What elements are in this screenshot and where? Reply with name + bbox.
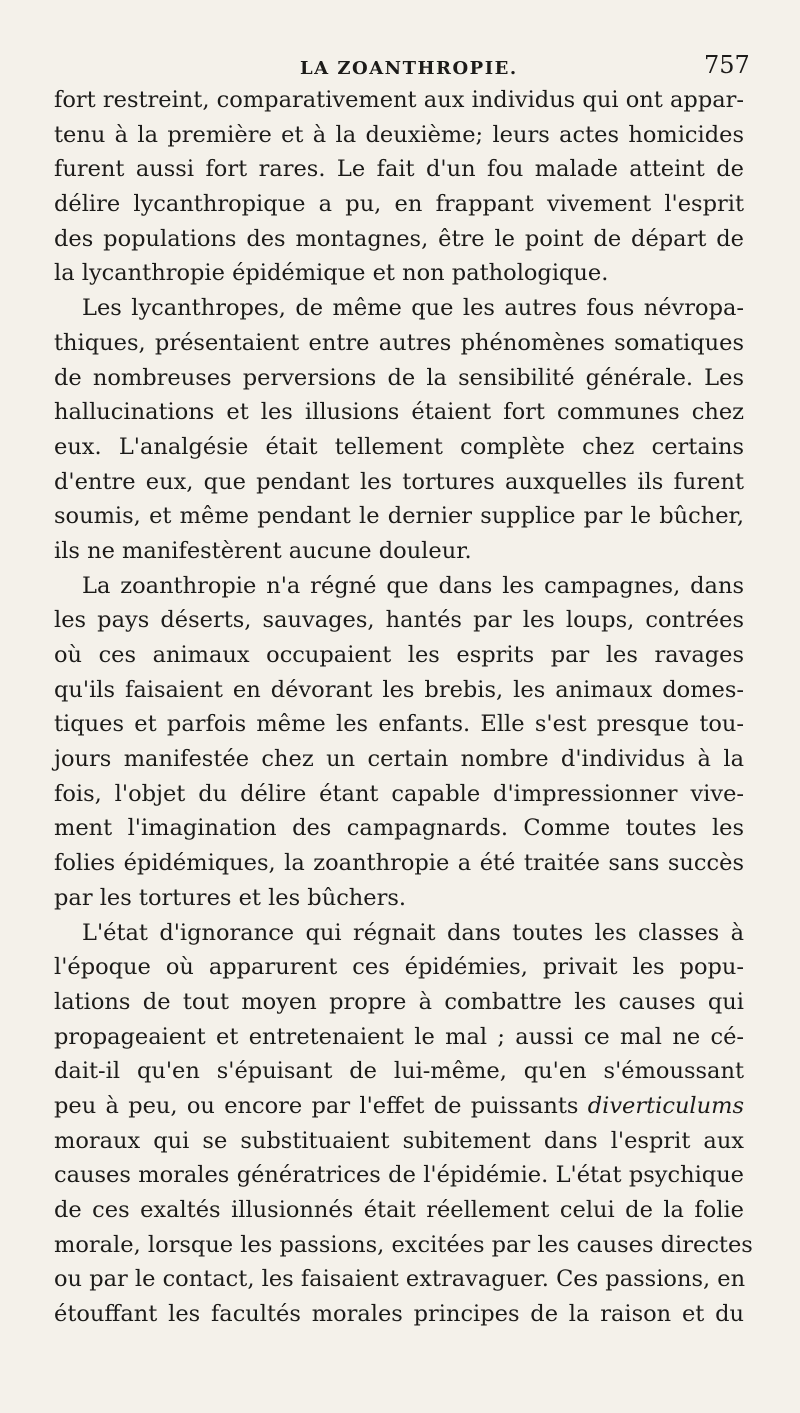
text-line: morale, lorsque les passions, excitées par les causes directes — [54, 1231, 753, 1258]
text-line: causes morales génératrices de l'épidémie. L'état psychique — [54, 1162, 744, 1189]
text-line: L'état d'ignorance qui régnait dans toutes les classes à — [82, 919, 744, 946]
text-line: moraux qui se substituaient subitement dans l'esprit aux — [54, 1127, 744, 1154]
text-line: ment l'imagination des campagnards. Comme toutes les — [54, 815, 744, 842]
text-line: étouffant les facultés morales principes de la raison et du — [54, 1301, 744, 1328]
text-line: des populations des montagnes, être le point de départ de — [54, 225, 744, 252]
text-line: propageaient et entretenaient le mal ; aussi ce mal ne cé- — [54, 1023, 744, 1050]
text-line: tenu à la première et à la deuxième; leurs actes homicides — [54, 121, 744, 148]
text-line: qu'ils faisaient en dévorant les brebis, les animaux domes- — [54, 676, 744, 703]
text-line: de nombreuses perversions de la sensibilité générale. Les — [54, 364, 744, 391]
text-line: soumis, et même pendant le dernier supplice par le bûcher, — [54, 503, 744, 530]
text-line: lations de tout moyen propre à combattre les causes qui — [54, 988, 744, 1015]
text-line: fois, l'objet du délire étant capable d'impressionner vive- — [54, 780, 744, 807]
text-line: tiques et parfois même les enfants. Elle s'est presque tou- — [54, 711, 744, 738]
text-line: de ces exaltés illusionnés était réellement celui de la folie — [54, 1197, 744, 1223]
text-line: la lycanthropie épidémique et non pathologique. — [54, 260, 609, 287]
running-head: LA ZOANTHROPIE. — [300, 58, 518, 79]
text-line: hallucinations et les illusions étaient fort communes chez — [54, 399, 744, 426]
text-line: les pays déserts, sauvages, hantés par les loups, contrées — [54, 607, 744, 634]
body-text — [54, 83, 753, 1332]
text-line: La zoanthropie n'a régné que dans les campagnes, dans — [82, 572, 744, 599]
text-line: folies épidémiques, la zoanthropie a été traitée sans succès — [54, 850, 744, 877]
text-line: peu à peu, ou encore par l'effet de puissants diverticulums — [54, 1092, 744, 1119]
text-line: dait-il qu'en s'épuisant de lui-même, qu'en s'émoussant — [54, 1058, 744, 1085]
page-number: 757 — [704, 51, 750, 79]
text-line: Les lycanthropes, de même que les autres fous névropa- — [82, 295, 744, 322]
italic-term: diverticulums — [587, 1092, 744, 1119]
text-line: eux. L'analgésie était tellement complète chez certains — [54, 433, 744, 460]
text-line: par les tortures et les bûchers. — [54, 884, 407, 911]
text-line: jours manifestée chez un certain nombre d'individus à la — [54, 746, 744, 773]
text-line: ou par le contact, les faisaient extravaguer. Ces passions, en — [54, 1266, 746, 1293]
text-line: délire lycanthropique a pu, en frappant vivement l'esprit — [54, 191, 744, 218]
text-line: où ces animaux occupaient les esprits par les ravages — [54, 642, 744, 668]
text-line: thiques, présentaient entre autres phénomènes somatiques — [54, 329, 744, 356]
text-line: furent aussi fort rares. Le fait d'un fou malade atteint de — [54, 156, 744, 183]
text-line: ils ne manifestèrent aucune douleur. — [54, 537, 472, 564]
text-line: fort restreint, comparativement aux individus qui ont appar- — [54, 87, 744, 113]
text-line: l'époque où apparurent ces épidémies, privait les popu- — [54, 954, 744, 981]
text-line: d'entre eux, que pendant les tortures auxquelles ils furent — [54, 468, 744, 495]
